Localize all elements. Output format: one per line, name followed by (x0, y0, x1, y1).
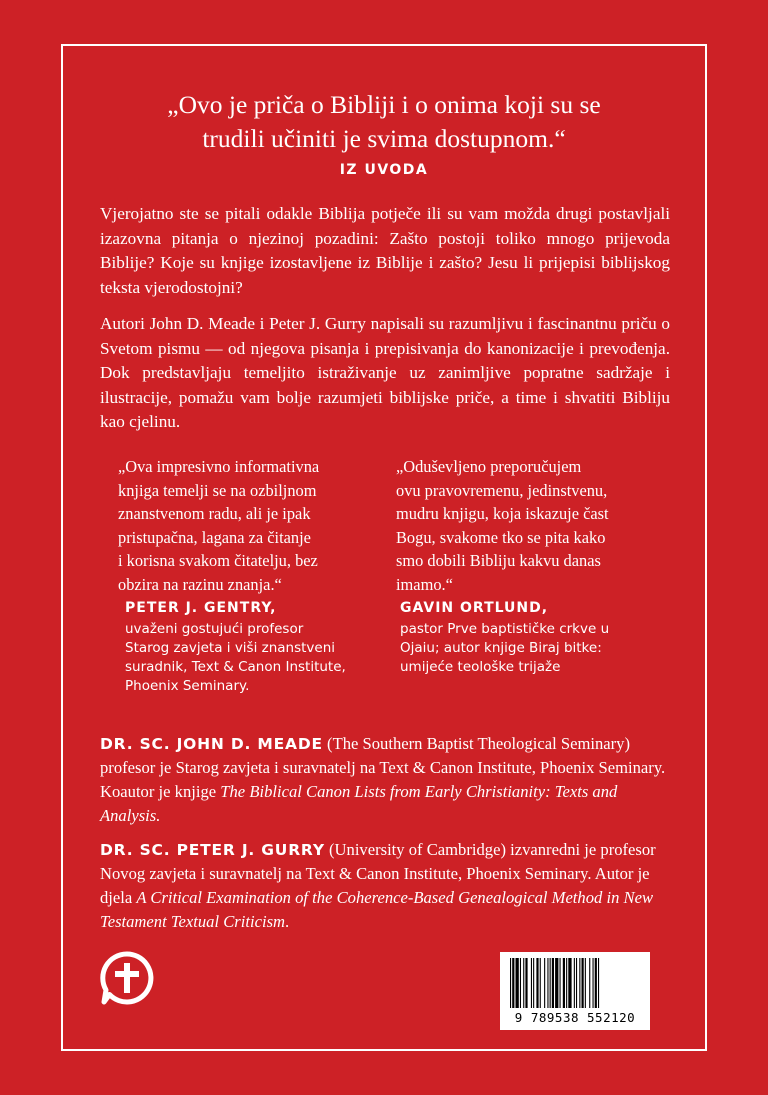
barcode-bar (552, 958, 554, 1008)
barcode-bar (593, 958, 594, 1008)
quote-line-2: trudili učiniti je svima dostupnom.“ (202, 124, 566, 153)
barcode-bar (574, 958, 575, 1008)
endorsement-line: „Ova impresivno informativna (118, 457, 320, 476)
author-bio-meade (100, 732, 670, 828)
bio-text: (The Southern Baptist Theological Seminary) profesor je Starog zavjeta i suravnatelj na Text & Canon Institute, Phoenix Seminary. Koautor je knjige (100, 734, 666, 801)
barcode-bar (510, 958, 511, 1008)
role-line: pastor Prve baptističke crkve u (400, 621, 610, 637)
barcode-bar (536, 958, 538, 1008)
barcode-bar (598, 958, 599, 1008)
role-line: Starog zavjeta i viši znanstveni (125, 640, 336, 656)
barcode-bar (533, 958, 534, 1008)
endorsement-line: „Oduševljeno preporučujem (396, 457, 582, 476)
endorser-role-1 (125, 620, 390, 696)
barcode-bar (585, 958, 586, 1008)
barcode-bar (523, 958, 524, 1008)
barcode-bar (579, 958, 580, 1008)
endorser-name-1: PETER J. GENTRY, (125, 600, 277, 616)
endorsement-quote-2 (396, 455, 656, 596)
barcode-bar (560, 958, 561, 1008)
book-title: The Biblical Canon Lists from Early Christianity: Texts and Analysis. (100, 782, 618, 825)
role-line: suradnik, Text & Canon Institute, (125, 659, 346, 675)
role-line: uvaženi gostujući profesor (125, 621, 304, 637)
endorsement-line: ovu pravovremenu, jedinstvenu, (396, 480, 608, 500)
barcode-bar (576, 958, 577, 1008)
endorser-role-2 (400, 620, 665, 677)
barcode-bar (566, 958, 567, 1008)
speech-bubble-cross-icon (99, 950, 155, 1006)
barcode-bar (516, 958, 519, 1008)
endorsement-line: i korisna svakom čitatelju, bez (118, 551, 318, 570)
barcode-bar (550, 958, 551, 1008)
description-paragraph-2: Autori John D. Meade i Peter J. Gurry napisali su razumljivu i fascinantnu priču o Svetom pismu — od njegova pisanja i prepisivanja do kanonizacije i prevođenja. Dok predstavljaju temeljito istraživanje uz zanimljive popratne sadržaje i ilustracije, pomažu vam bolje razumjeti biblijske priče, a time i shvatiti Bibliju kao cjelinu. (100, 314, 670, 431)
barcode-bar (555, 958, 558, 1008)
description-paragraph-1: Vjerojatno ste se pitali odakle Biblija potječe ili su vam možda drugi postavljali izazovna pitanja o njezinoj pozadini: Zašto postoji toliko mnogo prijevoda Biblije? Koje su knjige izostavljene iz Biblije i zašto? Jesu li prijepisi biblijskog teksta vjerodostojni? (100, 204, 670, 297)
quote-line-1: „Ovo je priča o Bibliji i o onima koji su se (167, 90, 601, 119)
barcode-bar (531, 958, 532, 1008)
role-line: Phoenix Seminary. (125, 678, 250, 694)
endorsement-line: obzira na razinu znanja.“ (118, 574, 282, 594)
barcode-bar (595, 958, 597, 1008)
role-line: umijeće teološke trijaže (400, 659, 561, 675)
isbn-barcode (500, 952, 650, 1030)
barcode-bar (520, 958, 521, 1008)
barcode-bars (508, 958, 642, 1008)
author-name: DR. SC. JOHN D. MEADE (100, 735, 323, 753)
book-title: A Critical Examination of the Coherence-Based Genealogical Method in New Testament Textual Criticism (100, 888, 654, 931)
author-bio-gurry (100, 838, 670, 934)
quote-source: IZ UVODA (339, 162, 429, 178)
endorsement-line: Bogu, svakome tko se pita kako (396, 527, 606, 547)
endorsement-quote-1 (118, 455, 378, 596)
endorsement-line: znanstvenom radu, ali je ipak (118, 504, 311, 523)
barcode-bar (540, 958, 541, 1008)
barcode-bar (544, 958, 545, 1008)
barcode-bar (568, 958, 571, 1008)
barcode-number: 9 789538 552120 (514, 1010, 636, 1025)
barcode-bar (512, 958, 514, 1008)
barcode-bar (582, 958, 584, 1008)
endorsement-line: mudru knjigu, koja iskazuje čast (396, 504, 609, 523)
endorsement-line: imamo.“ (396, 574, 453, 594)
endorser-name-2: GAVIN ORTLUND, (400, 600, 549, 616)
barcode-bar (547, 958, 548, 1008)
bio-after: . (285, 912, 290, 931)
bio-text: (University of Cambridge) izvanredni je profesor Novog zavjeta i suravnatelj na Text & Canon Institute, Phoenix Seminary. Autor je djela (100, 840, 656, 907)
barcode-bar (589, 958, 590, 1008)
barcode-bar (563, 958, 565, 1008)
role-line: Ojaiu; autor knjige Biraj bitke: (400, 640, 602, 656)
endorsement-line: pristupačna, lagana za čitanje (118, 527, 311, 547)
author-name: DR. SC. PETER J. GURRY (100, 841, 325, 859)
headline-quote (100, 88, 668, 156)
endorsement-line: smo dobili Bibliju kakvu danas (396, 551, 601, 570)
endorsement-line: knjiga temelji se na ozbiljnom (118, 480, 317, 500)
barcode-bar (525, 958, 527, 1008)
